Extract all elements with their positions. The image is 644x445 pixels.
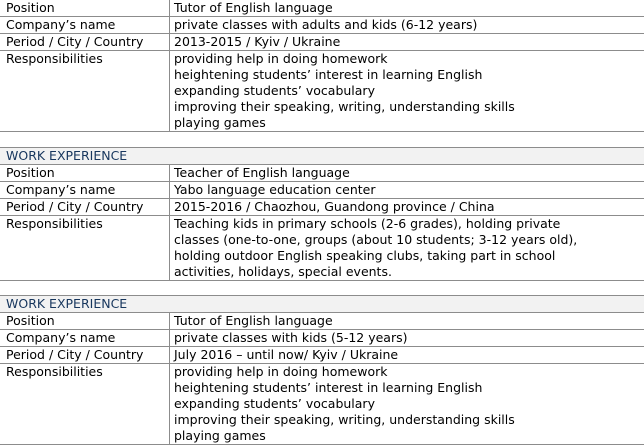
period-label: Period / City / Country — [0, 34, 170, 50]
position-row — [0, 0, 644, 16]
company-value: private classes with kids (5-12 years) — [174, 330, 408, 345]
responsibilities-row — [0, 215, 644, 281]
responsibility-line: heightening students’ interest in learning English — [174, 380, 483, 395]
responsibility-line: heightening students’ interest in learning English — [174, 67, 483, 82]
period-label: Period / City / Country — [0, 347, 170, 363]
responsibilities-row — [0, 363, 644, 445]
responsibility-line: holding outdoor English speaking clubs, taking part in school — [174, 248, 556, 263]
company-label: Company’s name — [0, 330, 170, 346]
period-value: 2013-2015 / Kyiv / Ukraine — [174, 34, 341, 49]
period-row — [0, 33, 644, 50]
company-row — [0, 181, 644, 198]
responsibility-line: providing help in doing homework — [174, 51, 388, 66]
position-label: Position — [0, 165, 170, 181]
company-row — [0, 329, 644, 346]
responsibilities-value — [170, 216, 644, 280]
period-row — [0, 198, 644, 215]
responsibility-line: improving their speaking, writing, understanding skills — [174, 412, 515, 427]
responsibilities-label: Responsibilities — [0, 364, 170, 444]
experience-section-3 — [0, 295, 644, 445]
company-value: private classes with adults and kids (6-12 years) — [174, 17, 478, 32]
responsibility-line: expanding students’ vocabulary — [174, 396, 375, 411]
position-row — [0, 312, 644, 329]
company-label: Company’s name — [0, 182, 170, 198]
company-label: Company’s name — [0, 17, 170, 33]
responsibilities-label: Responsibilities — [0, 216, 170, 280]
company-row — [0, 16, 644, 33]
position-value: Teacher of English language — [174, 165, 350, 180]
period-row — [0, 346, 644, 363]
experience-section-1 — [0, 0, 644, 132]
position-row — [0, 164, 644, 181]
position-value: Tutor of English language — [174, 313, 333, 328]
responsibility-line: improving their speaking, writing, understanding skills — [174, 99, 515, 114]
responsibilities-value — [170, 364, 644, 444]
period-value: 2015-2016 / Chaozhou, Guandong province / China — [174, 199, 495, 214]
period-value: July 2016 – until now/ Kyiv / Ukraine — [174, 347, 399, 362]
period-label: Period / City / Country — [0, 199, 170, 215]
position-label: Position — [0, 0, 170, 16]
section-header: WORK EXPERIENCE — [0, 147, 644, 164]
responsibilities-row — [0, 50, 644, 132]
position-label: Position — [0, 313, 170, 329]
responsibility-line: expanding students’ vocabulary — [174, 83, 375, 98]
company-value: Yabo language education center — [174, 182, 376, 197]
responsibility-line: providing help in doing homework — [174, 364, 388, 379]
responsibility-line: classes (one-to-one, groups (about 10 students; 3-12 years old), — [174, 232, 578, 247]
experience-section-2 — [0, 147, 644, 281]
section-header: WORK EXPERIENCE — [0, 295, 644, 312]
responsibilities-label: Responsibilities — [0, 51, 170, 131]
responsibility-line: activities, holidays, special events. — [174, 264, 392, 279]
responsibilities-value — [170, 51, 644, 131]
position-value: Tutor of English language — [174, 0, 333, 15]
responsibility-line: Teaching kids in primary schools (2-6 grades), holding private — [174, 216, 561, 231]
responsibility-line: playing games — [174, 428, 266, 443]
responsibility-line: playing games — [174, 115, 266, 130]
